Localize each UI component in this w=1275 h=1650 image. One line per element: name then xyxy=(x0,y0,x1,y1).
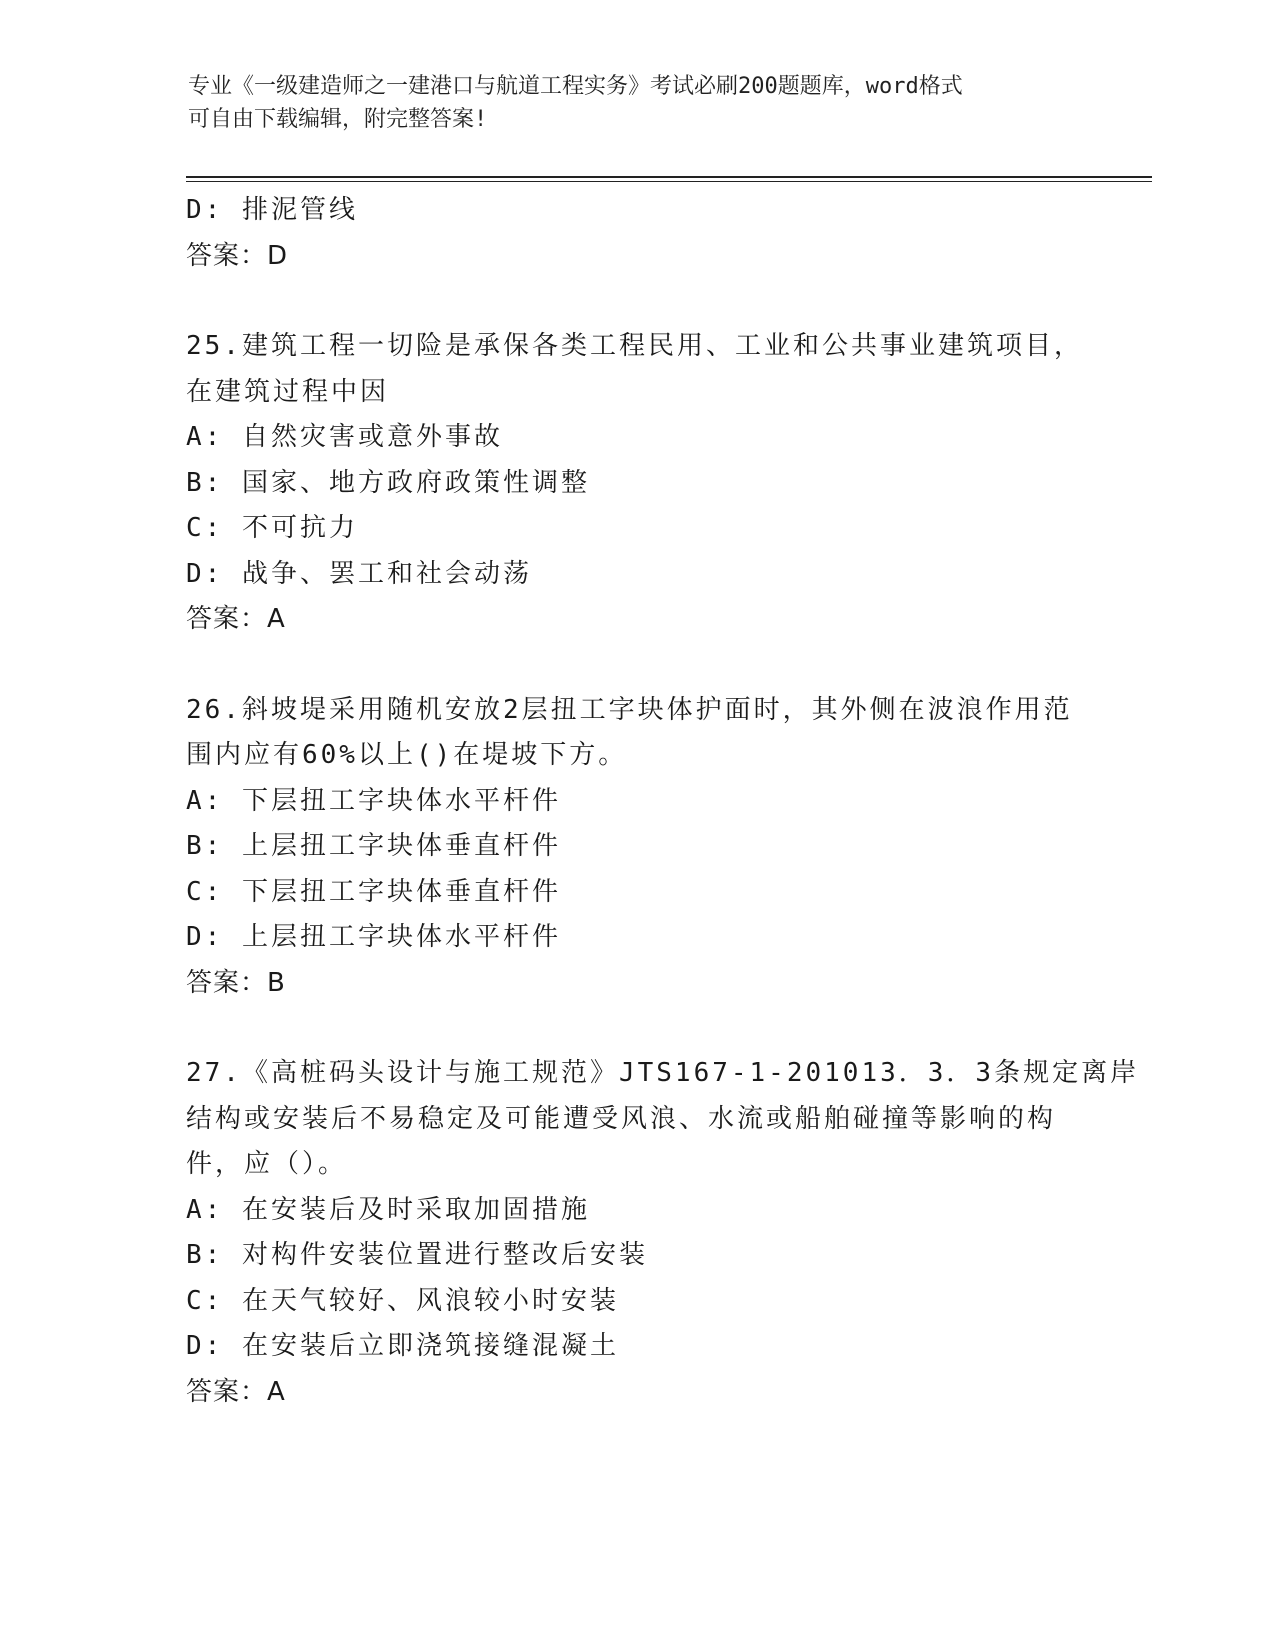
answer: 答案：A xyxy=(186,604,286,634)
header-line-1: 专业《一级建造师之一建港口与航道工程实务》考试必刷200题题库，word格式 xyxy=(188,74,963,99)
header-divider-thin xyxy=(186,181,1152,182)
option-a: A: 下层扭工字块体水平杆件 xyxy=(186,785,561,816)
header-line-2: 可自由下载编辑，附完整答案! xyxy=(188,107,488,132)
question-stem-line: 件，应（）。 xyxy=(186,1149,348,1179)
option-c: C: 在天气较好、风浪较小时安装 xyxy=(186,1285,619,1316)
option-d: D: 战争、罢工和社会动荡 xyxy=(186,558,532,589)
option-d: D: 排泥管线 xyxy=(186,195,358,225)
question-stem-line: 26.斜坡堤采用随机安放2层扭工字块体护面时，其外侧在波浪作用范 xyxy=(186,694,1073,725)
option-c: C: 下层扭工字块体垂直杆件 xyxy=(186,876,561,907)
question-stem-line: 围内应有60%以上()在堤坡下方。 xyxy=(186,740,628,770)
option-a: A: 自然灾害或意外事故 xyxy=(186,422,503,452)
answer: 答案：A xyxy=(186,1376,286,1407)
option-b: B: 对构件安装位置进行整改后安装 xyxy=(186,1240,648,1270)
answer: 答案：B xyxy=(186,967,286,998)
option-d: D: 上层扭工字块体水平杆件 xyxy=(186,922,561,952)
option-b: B: 上层扭工字块体垂直杆件 xyxy=(186,831,561,861)
question-list xyxy=(186,188,1140,1415)
question-stem-line: 结构或安装后不易稳定及可能遭受风浪、水流或船舶碰撞等影响的构 xyxy=(186,1103,1057,1134)
option-d: D: 在安装后立即浇筑接缝混凝土 xyxy=(186,1331,619,1361)
answer: 答案：D xyxy=(186,240,289,271)
question-27 xyxy=(186,1051,1140,1415)
header-divider-thick xyxy=(186,176,1152,178)
option-c: C: 不可抗力 xyxy=(186,513,358,543)
option-a: A: 在安装后及时采取加固措施 xyxy=(186,1194,590,1225)
question-stem-line: 27.《高桩码头设计与施工规范》JTS167-1-201013．3．3条规定离岸 xyxy=(186,1058,1140,1088)
question-26 xyxy=(186,688,1086,1007)
option-b: B: 国家、地方政府政策性调整 xyxy=(186,467,590,498)
question-stem-line: 在建筑过程中因 xyxy=(186,376,390,407)
question-25 xyxy=(186,324,1086,643)
document-header xyxy=(188,70,1088,136)
question-stem-line: 25.建筑工程一切险是承保各类工程民用、工业和公共事业建筑项目， xyxy=(186,331,1083,361)
